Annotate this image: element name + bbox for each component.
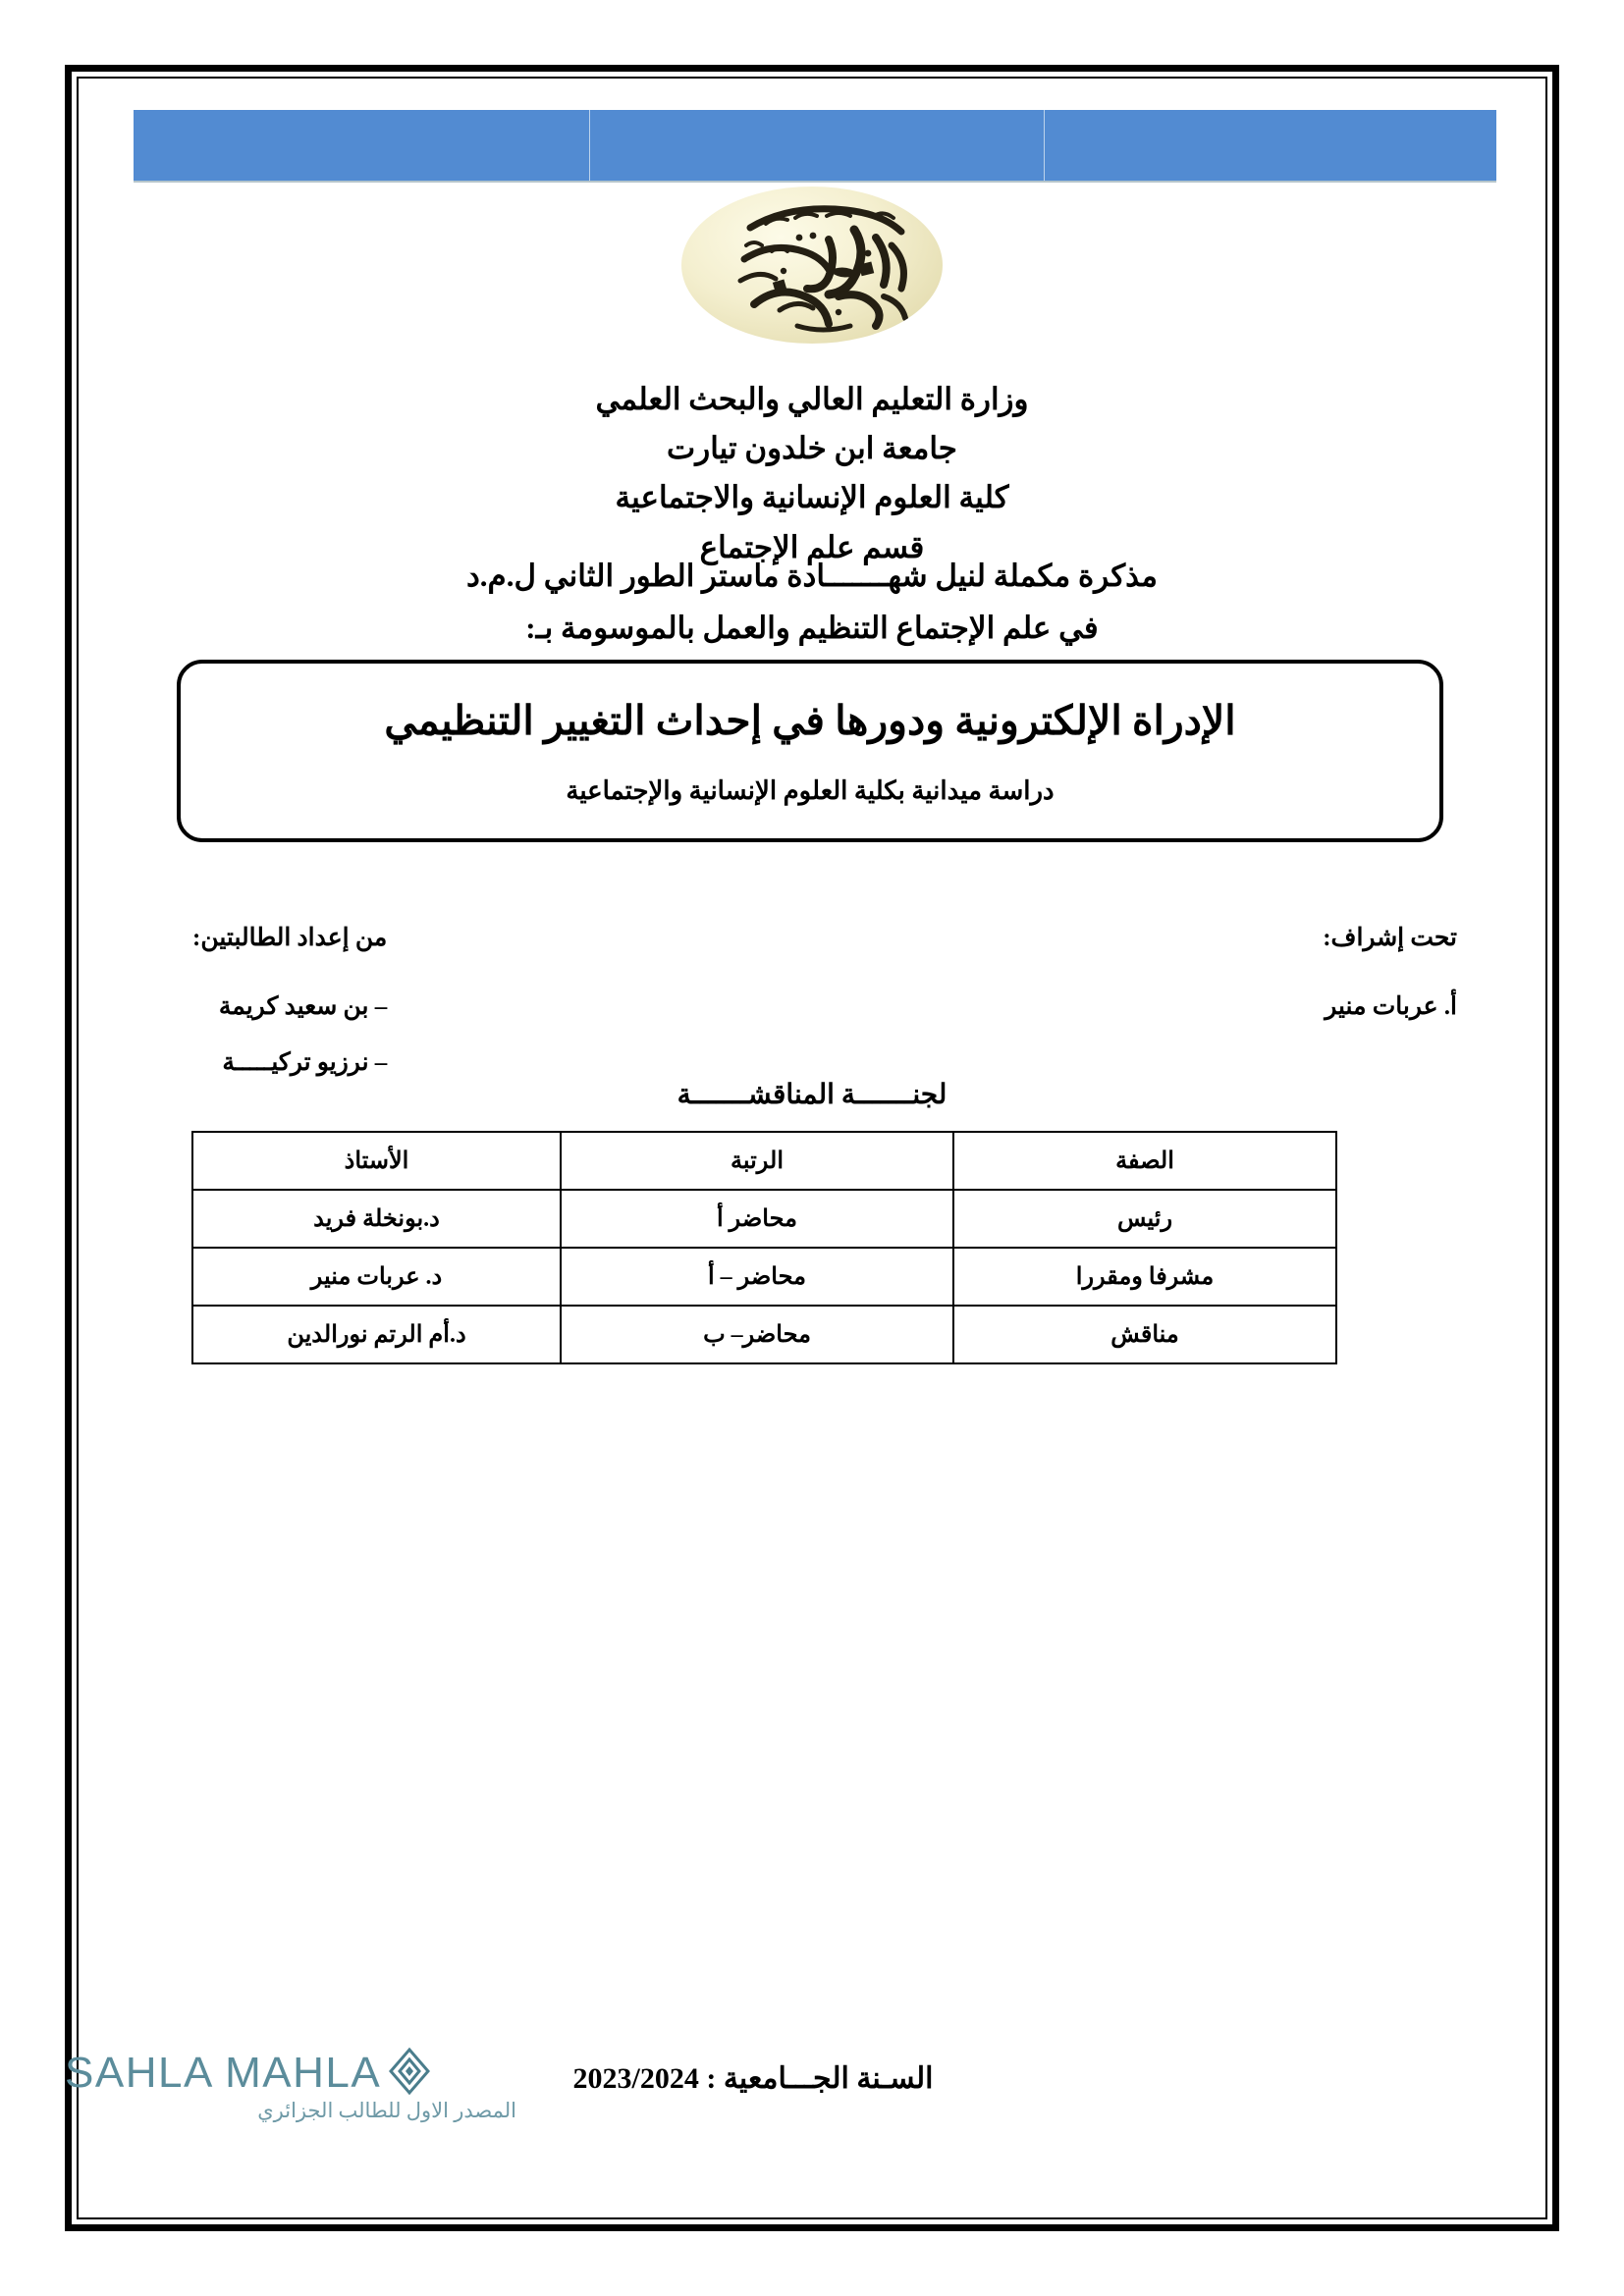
column-header-professor: الأستاذ bbox=[192, 1132, 561, 1190]
banner-cell-3 bbox=[134, 110, 590, 181]
cell-rank: محاضر أ bbox=[561, 1190, 953, 1248]
jury-heading: لجنـــــــة المناقشـــــــة bbox=[677, 1080, 947, 1110]
banner-cell-1 bbox=[1045, 110, 1496, 181]
institution-headings bbox=[88, 375, 1536, 572]
watermark-tagline: المصدر الاول للطالب الجزائري bbox=[257, 2099, 516, 2122]
cell-role: مشرفا ومقررا bbox=[953, 1248, 1336, 1306]
authors-and-supervisor bbox=[134, 911, 1496, 1091]
table-header-row bbox=[192, 1132, 1336, 1190]
cell-professor: د.أم الرتم نورالدين bbox=[192, 1306, 561, 1363]
cell-professor: د.بونخلة فريد bbox=[192, 1190, 561, 1248]
thesis-title: الإدراة الإلكترونية ودورها في إحداث التغيير التنظيمي bbox=[384, 698, 1236, 744]
academic-year: السـنة الجـــامعية : 2023/2024 bbox=[572, 2062, 934, 2095]
page-content bbox=[65, 88, 1536, 2208]
degree-line-2: في علم الإجتماع التنظيم والعمل بالموسومة بـ: bbox=[525, 611, 1099, 646]
decorative-banner bbox=[134, 110, 1496, 181]
degree-statement bbox=[88, 550, 1536, 655]
banner-cell-2 bbox=[590, 110, 1045, 181]
table-row bbox=[192, 1190, 1336, 1248]
faculty-line: كلية العلوم الإنسانية والاجتماعية bbox=[615, 480, 1009, 515]
supervisor-block bbox=[1323, 911, 1496, 1036]
cell-rank: محاضر – أ bbox=[561, 1248, 953, 1306]
column-header-role: الصفة bbox=[953, 1132, 1336, 1190]
jury-table bbox=[191, 1131, 1337, 1364]
university-line: جامعة ابن خلدون تيارت bbox=[667, 431, 957, 466]
sahla-mahla-watermark bbox=[65, 2047, 526, 2123]
cell-role: مناقش bbox=[953, 1306, 1336, 1363]
cell-rank: محاضر– ب bbox=[561, 1306, 953, 1363]
supervisor-name: أ. عربات منير bbox=[1325, 993, 1457, 1021]
table-row bbox=[192, 1248, 1336, 1306]
ministry-line: وزارة التعليم العالي والبحث العلمي bbox=[595, 382, 1029, 416]
university-logo bbox=[88, 187, 1536, 344]
students-block bbox=[134, 911, 387, 1091]
watermark-name: SAHLA MAHLA bbox=[65, 2049, 382, 2098]
column-header-rank: الرتبة bbox=[561, 1132, 953, 1190]
student-name-1: – بن سعيد كريمة bbox=[218, 993, 388, 1021]
diamond-logo-icon bbox=[387, 2047, 432, 2101]
department-line: قسم علم الإجتماع bbox=[699, 529, 925, 564]
ibn-khaldoun-seal-icon bbox=[681, 187, 943, 344]
thesis-subtitle: دراسة ميدانية بكلية العلوم الإنسانية والإجتماعية bbox=[566, 775, 1055, 805]
students-heading: من إعداد الطالبتين: bbox=[192, 925, 388, 951]
supervisor-heading: تحت إشراف: bbox=[1323, 925, 1457, 951]
student-name-2: – نرزيو تركيـــــة bbox=[222, 1048, 388, 1076]
cell-professor: د. عربات منير bbox=[192, 1248, 561, 1306]
table-row bbox=[192, 1306, 1336, 1363]
degree-line-1: مذكرة مكملة لنيل شهـــــــادة ماستر الطور الثاني ل.م.د bbox=[465, 559, 1159, 593]
thesis-title-box bbox=[177, 660, 1443, 842]
cell-role: رئيس bbox=[953, 1190, 1336, 1248]
